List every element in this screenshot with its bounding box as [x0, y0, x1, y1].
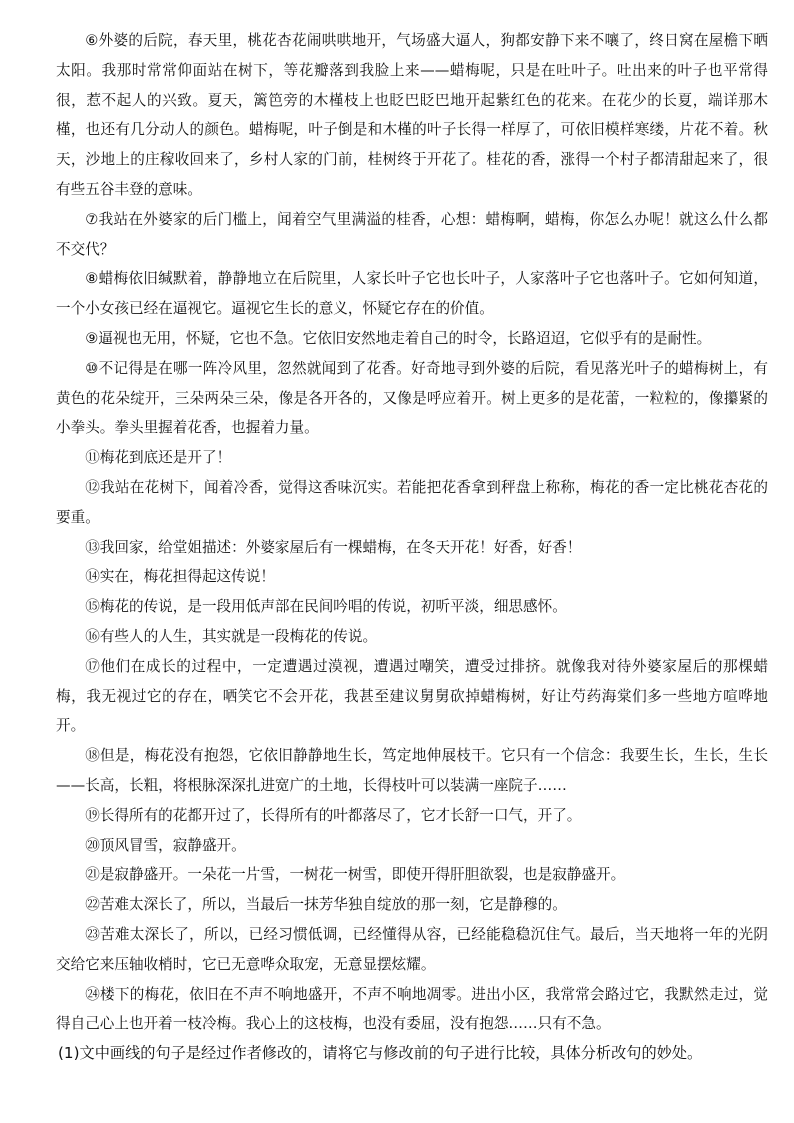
- paragraph-number: ㉑: [85, 866, 100, 884]
- paragraph-text: 但是，梅花没有抱怨，它依旧静静地生长，笃定地伸展枝干。它只有一个信念：我要生长，生长，生长——长高，长粗，将根脉深深扎进宽广的土地，长得枝叶可以装满一座院子……: [56, 747, 768, 794]
- paragraph-text: 不记得是在哪一阵冷风里，忽然就闻到了花香。好奇地寻到外婆的后院，看见落光叶子的蜡梅树上，有黄色的花朵绽开，三朵两朵三朵，像是各开各的，又像是呼应着开。树上更多的是花蕾，一粒粒的，像攥紧的小拳头。拳头里握着花香，也握着力量。: [56, 359, 768, 437]
- paragraph-number: ㉔: [85, 985, 101, 1003]
- paragraph-number: ㉒: [85, 896, 100, 914]
- paragraph-number: ⑫: [85, 478, 101, 496]
- paragraph-8: [56, 264, 768, 324]
- paragraph-number: ⑲: [85, 806, 100, 824]
- paragraph-number: ⑧: [85, 270, 99, 288]
- paragraph-text: 他们在成长的过程中，一定遭遇过漠视，遭遇过嘲笑，遭受过排挤。就像我对待外婆家屋后的那棵蜡梅，我无视过它的存在，哂笑它不会开花，我甚至建议舅舅砍掉蜡梅树，好让芍药海棠们多一些地方喧哗地开。: [56, 657, 768, 735]
- paragraph-17: [56, 652, 768, 741]
- paragraph-number: ⑱: [85, 747, 101, 765]
- paragraph-number: ⑭: [85, 568, 100, 586]
- paragraph-11: [56, 443, 768, 473]
- question-1: [56, 1039, 768, 1069]
- paragraph-text: 梅花的传说，是一段用低声部在民间吟唱的传说，初听平淡，细思感怀。: [99, 598, 567, 616]
- paragraph-number: ⑯: [85, 627, 100, 645]
- paragraph-text: 楼下的梅花，依旧在不声不响地盛开，不声不响地凋零。进出小区，我常常会路过它，我默然走过，觉得自己心上也开着一枝冷梅。我心上的这枝梅，也没有委屈，没有抱怨……只有不急。: [56, 985, 768, 1033]
- paragraph-text: 蜡梅依旧缄默着，静静地立在后院里，人家长叶子它也长叶子，人家落叶子它也落叶子。它如何知道，一个小女孩已经在逼视它。逼视它生长的意义，怀疑它存在的价值。: [56, 270, 768, 318]
- paragraph-number: ⑨: [85, 329, 99, 347]
- paragraph-22: [56, 890, 768, 920]
- paragraph-text: 我站在外婆家的后门槛上，闻着空气里满溢的桂香，心想：蜡梅啊，蜡梅，你怎么办呢！就这么什么都不交代？: [56, 210, 768, 258]
- paragraph-21: [56, 860, 768, 890]
- paragraph-text: 梅花到底还是开了！: [99, 449, 232, 467]
- paragraph-18: [56, 741, 768, 801]
- paragraph-number: ⑪: [85, 449, 100, 467]
- paragraph-text: 逼视也无用，怀疑，它也不急。它依旧安然地走着自己的时令，长路迢迢，它似乎有的是耐性。: [98, 329, 712, 347]
- paragraph-text: 我站在花树下，闻着冷香，觉得这香味沉实。若能把花香拿到秤盘上称称，梅花的香一定比桃花杏花的要重。: [56, 478, 768, 526]
- paragraph-text: 顶风冒雪，寂静盛开。: [99, 836, 246, 854]
- paragraph-text: 苦难太深长了，所以，当最后一抹芳华独自绽放的那一刻，它是静穆的。: [99, 896, 567, 914]
- paragraph-9: [56, 324, 768, 354]
- question-label: (1): [58, 1044, 80, 1063]
- paragraph-16: [56, 622, 768, 652]
- paragraph-text: 苦难太深长了，所以，已经习惯低调，已经懂得从容，已经能稳稳沉住气。最后，当天地将一年的光阴交给它来压轴收梢时，它已无意哗众取宠，无意显摆炫耀。: [56, 925, 768, 973]
- paragraph-6: [56, 26, 768, 205]
- paragraph-number: ⑰: [85, 657, 101, 675]
- paragraph-text: 外婆的后院，春天里，桃花杏花闹哄哄地开，气场盛大逼人，狗都安静下来不嚷了，终日窝在屋檐下晒太阳。我那时常常仰面站在树下，等花瓣落到我脸上来——蜡梅呢，只是在吐叶子。吐出来的叶子也平常得很，惹不起人的兴致。夏天，篱笆旁的木槿枝上也眨巴眨巴地开起紫红色的花来。在花少的长夏，端详那木槿，也还有几分动人的颜色。蜡梅呢，叶子倒是和木槿的叶子长得一样厚了，可依旧模样寒缕，片花不着。秋天，沙地上的庄稼收回来了，乡村人家的门前，桂树终于开花了。桂花的香，涨得一个村子都清甜起来了，很有些五谷丰登的意味。: [56, 32, 768, 198]
- paragraph-19: [56, 801, 768, 831]
- paragraph-text: 长得所有的花都开过了，长得所有的叶都落尽了，它才长舒一口气，开了。: [99, 806, 582, 824]
- paragraph-number: ⑦: [85, 210, 99, 228]
- paragraph-12: [56, 473, 768, 533]
- paragraph-text: 实在，梅花担得起这传说！: [99, 568, 275, 586]
- paragraph-14: [56, 562, 768, 592]
- paragraph-23: [56, 920, 768, 980]
- paragraph-number: ㉓: [85, 925, 101, 943]
- paragraph-number: ⑩: [85, 359, 99, 377]
- paragraph-15: [56, 592, 768, 622]
- paragraph-text: 有些人的人生，其实就是一段梅花的传说。: [99, 627, 378, 645]
- document-page: [56, 26, 768, 1069]
- paragraph-number: ⑬: [85, 538, 100, 556]
- paragraph-number: ⑥: [85, 32, 99, 49]
- paragraph-13: [56, 533, 768, 563]
- paragraph-7: [56, 205, 768, 265]
- paragraph-number: ⑮: [85, 598, 100, 616]
- paragraph-10: [56, 354, 768, 443]
- question-text: 文中画线的句子是经过作者修改的，请将它与修改前的句子进行比较，具体分析改句的妙处。: [79, 1044, 703, 1063]
- paragraph-number: ⑳: [85, 836, 100, 854]
- paragraph-text: 我回家，给堂姐描述：外婆家屋后有一棵蜡梅，在冬天开花！好香，好香！: [99, 538, 582, 556]
- paragraph-24: [56, 980, 768, 1040]
- paragraph-20: [56, 831, 768, 861]
- paragraph-text: 是寂静盛开。一朵花一片雪，一树花一树雪，即使开得肝胆欲裂，也是寂静盛开。: [99, 866, 626, 884]
